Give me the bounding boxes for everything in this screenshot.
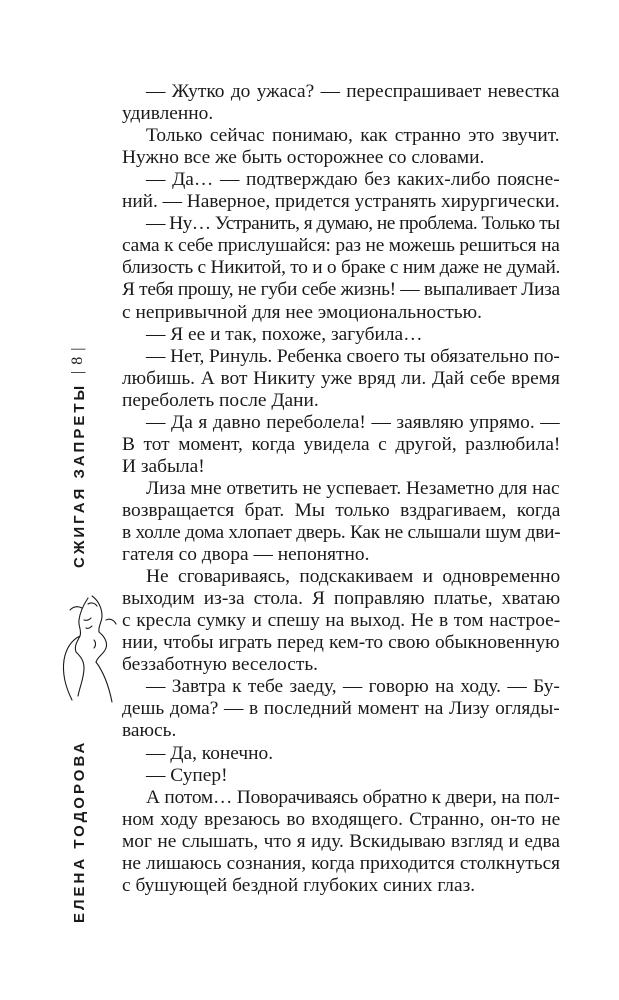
text-line: Не сговариваясь, подскакиваем и одновременно	[146, 566, 561, 588]
couple-line-drawing-icon	[58, 590, 120, 715]
text-line: Только сейчас понимаю, как странно это звучит.	[146, 125, 560, 147]
text-line: — Да… — подтверждаю без каких-либо поясне-	[146, 169, 560, 191]
text-line: — Да, конечно.	[146, 742, 274, 764]
text-line: Я тебя прошу, не губи себе жизнь! — выпаливает Лиза	[122, 279, 560, 301]
text-line: мог не слышать, что я иду. Вскидываю взгляд и едва	[122, 830, 561, 852]
text-line: с непривычной для нее эмоциональностью.	[122, 301, 482, 323]
author-name: ЕЛЕНА ТОДОРОВА	[71, 739, 88, 923]
text-line: гателя со двора — непонятно.	[122, 544, 370, 566]
text-line: В тот момент, когда увидела с другой, разлюбила!	[122, 433, 561, 455]
text-line: любишь. А вот Никиту уже вряд ли. Дай себе время	[122, 367, 560, 389]
text-line: — Завтра к тебе заеду, — говорю на ходу. — Бу-	[146, 676, 560, 698]
text-line: с кресла сумку и спешу на выход. Не в том настрое-	[122, 610, 561, 632]
text-line: — Я ее и так, похоже, загубила…	[146, 323, 423, 345]
text-line: в холле дома хлопает дверь. Как не слышали шум дви-	[122, 522, 561, 543]
text-line: с бушующей бездной глубоких синих глаз.	[122, 874, 476, 896]
text-line: беззаботную веселость.	[122, 654, 319, 676]
text-line: — Ну… Устранить, я думаю, не проблема. Только ты	[146, 213, 560, 235]
series-title: СЖИГАЯ ЗАПРЕТЫ	[71, 382, 88, 568]
text-line: ний. — Наверное, придется устранять хирургически.	[122, 191, 560, 213]
text-line: Лиза мне ответить не успевает. Незаметно для нас	[146, 477, 560, 499]
text-line: Нужно все же быть осторожнее со словами.	[122, 147, 485, 169]
text-line: ном ходу врезаюсь во входящего. Странно, он-то не	[122, 808, 561, 830]
text-line: — Нет, Ринуль. Ребенка своего ты обязательно по-	[146, 345, 560, 367]
text-line: дешь дома? — в последний момент на Лизу огляды-	[122, 698, 560, 720]
text-line: выходим из-за стола. Я поправляю платье, хватаю	[122, 588, 561, 610]
text-line: — Да я давно переболела! — заявляю упрямо. —	[146, 411, 560, 433]
text-line: ваюсь.	[122, 720, 177, 742]
text-line: не лишаюсь сознания, когда приходится столкнуться	[122, 852, 561, 874]
text-line: — Супер!	[146, 764, 228, 786]
text-line: А потом… Поворачиваясь обратно к двери, на пол-	[146, 786, 560, 808]
text-line: возвращается брат. Мы только вздрагиваем, когда	[122, 499, 561, 521]
text-line: близость с Никитой, то и о браке с ним даже не думай.	[122, 257, 561, 279]
text-line: сама к себе прислушайся: раз не можешь решиться на	[122, 235, 560, 257]
text-line: — Жутко до ужаса? — переспрашивает невестка	[146, 81, 560, 102]
text-line: переболеть после Дани.	[122, 389, 319, 411]
text-line: нии, чтобы играть перед кем-то свою обыкновенную	[122, 632, 560, 654]
page-number: | 8 |	[69, 346, 86, 374]
text-line: удивленно.	[122, 103, 214, 125]
text-line: И забыла!	[122, 455, 205, 477]
